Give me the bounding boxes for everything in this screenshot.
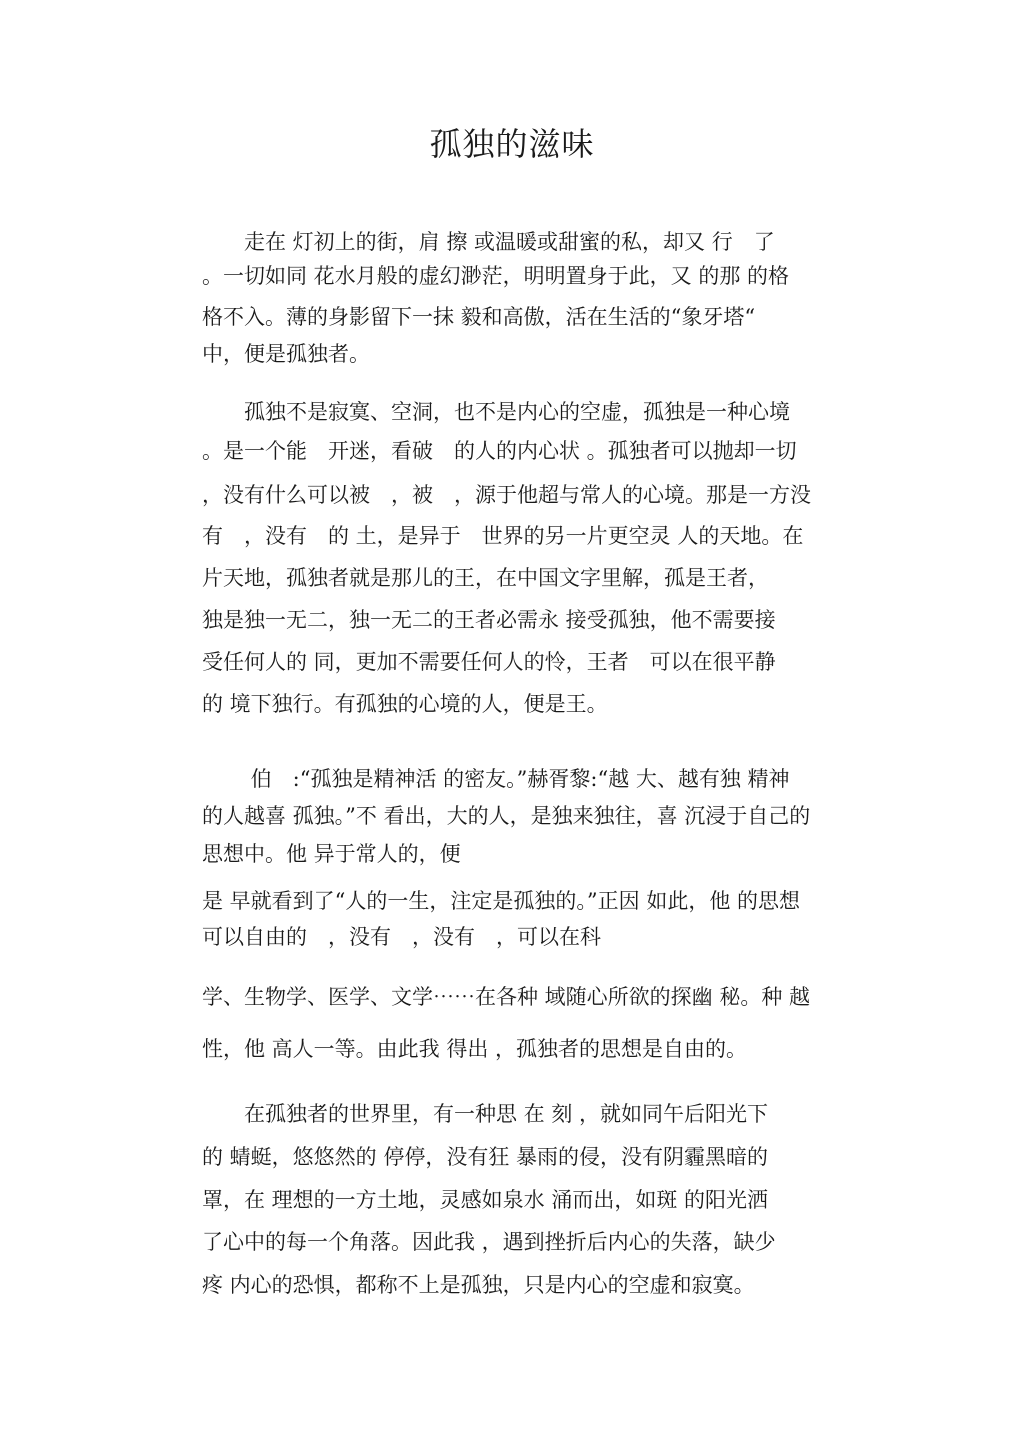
- text-line: 罩，在 理想的一方土地，灵感如泉水 涌而出，如斑 的阳光洒: [202, 1188, 769, 1212]
- text-line: 独是独一无二，独一无二的王者必需永 接受孤独，他不需要接: [202, 608, 776, 632]
- text-line: 片天地，孤独者就是那儿的王，在中国文字里解，孤是王者，: [202, 566, 769, 590]
- text-line: ，没有什么可以被 ，被 ，源于他超与常人的心境。那是一方没: [202, 483, 811, 507]
- text-line: 。一切如同 花水月般的虚幻渺茫，明明置身于此，又 的那 的格: [202, 264, 790, 288]
- text-line: 可以自由的 ，没有 ，没有 ，可以在科: [202, 925, 601, 949]
- text-line: 有 ，没有 的 土，是异于 世界的另一片更空灵 人的天地。在: [202, 524, 804, 548]
- text-line: 学、生物学、医学、文学⋯⋯在各种 域随心所欲的探幽 秘。种 越: [202, 985, 811, 1009]
- text-line: 格不入。薄的身影留下一抹 毅和高傲，活在生活的“象牙塔“: [202, 305, 756, 329]
- text-line: 的 蜻蜓，悠悠然的 停停，没有狂 暴雨的侵，没有阴霾黑暗的: [202, 1145, 769, 1169]
- text-line: 伯 :“孤独是精神活 的密友。”赫胥黎:“越 大、越有独 精神: [202, 767, 790, 791]
- text-line: 中，便是孤独者。: [202, 342, 370, 366]
- text-line: 。是一个能 开迷，看破 的人的内心状 。孤独者可以抛却一切: [202, 439, 797, 463]
- text-line: 的人越喜 孤独。”不 看出，大的人，是独来独往，喜 沉浸于自己的: [202, 804, 811, 828]
- text-line: 的 境下独行。有孤独的心境的人，便是王。: [202, 692, 608, 716]
- text-line: 了心中的每一个角落。因此我 ，遇到挫折后内心的失落，缺少: [202, 1230, 776, 1254]
- text-line: 思想中。他 异于常人的，便: [202, 842, 461, 866]
- text-line: 性，他 高人一等。由此我 得出 ，孤独者的思想是自由的。: [202, 1037, 748, 1061]
- document-title: 孤独的滋味: [429, 125, 595, 163]
- text-line: 孤独不是寂寞、空洞，也不是内心的空虚，孤独是一种心境: [202, 400, 790, 424]
- text-line: 疼 内心的恐惧，都称不上是孤独，只是内心的空虚和寂寞。: [202, 1273, 755, 1297]
- text-line: 受任何人的 同，更加不需要任何人的怜，王者 可以在很平静: [202, 650, 776, 674]
- text-line: 是 早就看到了“人的一生，注定是孤独的。”正因 如此，他 的思想: [202, 889, 800, 913]
- text-line: 走在 灯初上的街，肩 擦 或温暖或甜蜜的私，却又 行 了: [202, 230, 775, 254]
- text-line: 在孤独者的世界里，有一种思 在 刻 ，就如同午后阳光下: [202, 1102, 769, 1126]
